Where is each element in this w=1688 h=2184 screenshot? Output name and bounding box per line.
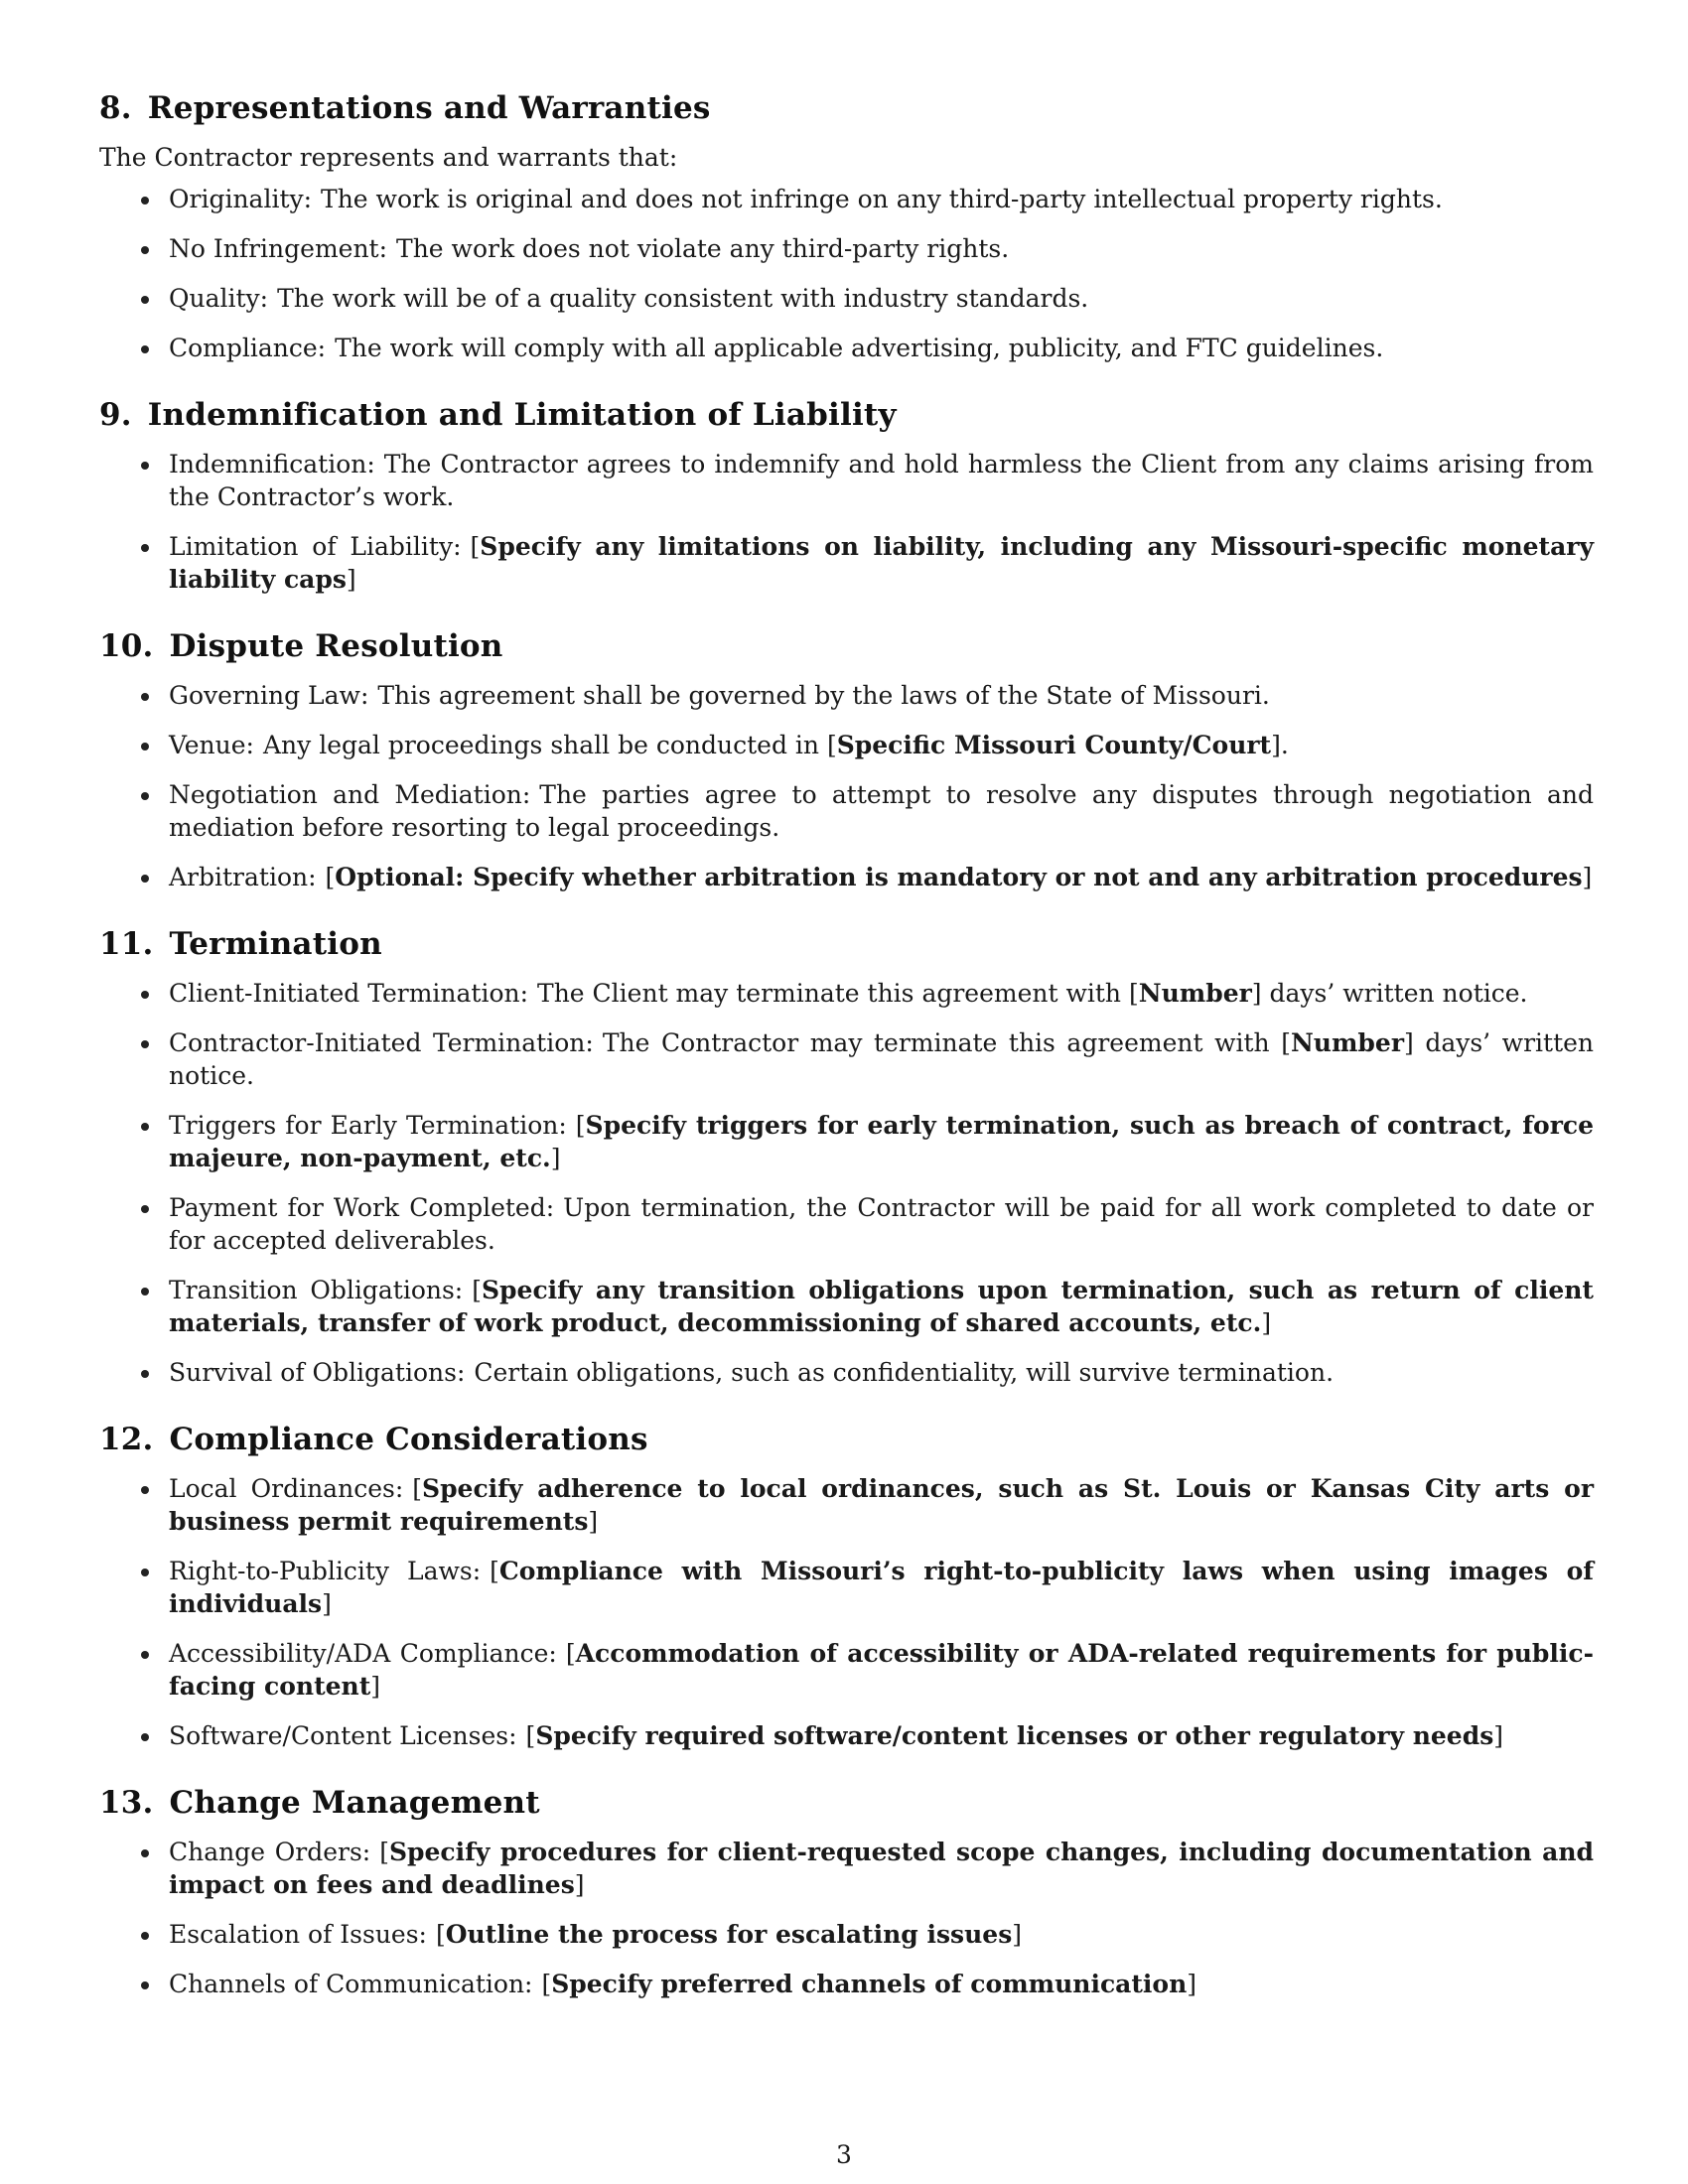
placeholder-text: Number	[1290, 1028, 1404, 1057]
bullet-icon	[141, 1288, 149, 1296]
bullet-icon	[141, 1569, 149, 1576]
section-heading: 12. Compliance Considerations	[99, 1422, 648, 1457]
bullet-list	[99, 977, 1594, 1389]
bullet-list	[99, 1472, 1594, 1752]
bullet-icon	[141, 246, 149, 254]
list-item: Accessibility/ADA Compliance: [Accommodation of accessibility or ADA-related requirements for public-facing content]	[99, 1637, 1594, 1703]
bullet-icon	[141, 743, 149, 751]
list-item	[99, 282, 1594, 315]
placeholder-text: Compliance with Missouri’s right-to-publicity laws when using images of individuals	[169, 1557, 1595, 1618]
section-compliance-considerations	[99, 1419, 1594, 1752]
list-item: Change Orders: [Specify procedures for client-requested scope changes, including documentation and impact on fees and deadlines]	[99, 1836, 1594, 1901]
bullet-list	[99, 679, 1594, 893]
placeholder-text: Specify any limitations on liability, including any Missouri-specific monetary liability caps	[169, 532, 1594, 594]
placeholder-text: Specify required software/content licenses or other regulatory needs	[535, 1721, 1494, 1750]
item-text: The Client may terminate this agreement with	[537, 979, 1122, 1008]
list-item: Channels of Communication: [Specify preferred channels of communication]	[99, 1968, 1594, 2000]
bullet-icon	[141, 544, 149, 552]
list-item: Escalation of Issues: [Outline the process for escalating issues]	[99, 1918, 1594, 1951]
item-text-end: .	[1280, 731, 1289, 759]
bullet-icon	[141, 1849, 149, 1857]
item-text: Upon termination, the Contractor will be paid for all work completed to date or for accepted deliverables.	[169, 1193, 1594, 1255]
item-term: Local Ordinances:	[169, 1474, 404, 1503]
list-item: Right-to-Publicity Laws: [Compliance with Missouri’s right-to-publicity laws when using images of individuals]	[99, 1555, 1594, 1620]
list-item	[99, 1191, 1594, 1257]
item-term: Contractor-Initiated Termination:	[169, 1028, 594, 1057]
list-item: Limitation of Liability: [Specify any limitations on liability, including any Missouri-specific monetary liability caps]	[99, 530, 1594, 596]
list-item	[99, 183, 1594, 215]
placeholder-text: Outline the process for escalating issues	[445, 1920, 1013, 1949]
bullet-icon	[141, 1040, 149, 1048]
document-page	[99, 87, 1594, 2030]
placeholder-text: Specify triggers for early termination, such as breach of contract, force majeure, non-payment, etc.	[169, 1111, 1594, 1172]
list-item: Arbitration: [Optional: Specify whether arbitration is mandatory or not and any arbitration procedures]	[99, 861, 1594, 893]
item-text-end: days’ written notice.	[169, 1028, 1595, 1090]
placeholder-text: Optional: Specify whether arbitration is mandatory or not and any arbitration procedures	[335, 863, 1583, 891]
list-item	[99, 232, 1594, 265]
item-text-end: days’ written notice.	[1269, 979, 1528, 1008]
bullet-icon	[141, 875, 149, 883]
list-item	[99, 679, 1594, 712]
bullet-icon	[141, 693, 149, 701]
bullet-icon	[141, 1932, 149, 1940]
item-term: Survival of Obligations:	[169, 1358, 466, 1387]
item-term: Triggers for Early Termination:	[169, 1111, 567, 1140]
bullet-list	[99, 448, 1594, 596]
section-representations-warranties	[99, 87, 1594, 364]
item-term: Originality:	[169, 185, 313, 213]
placeholder-text: Specify any transition obligations upon termination, such as return of client materials, transfer of work product, decommissioning of shared accounts, etc.	[169, 1276, 1594, 1337]
item-text: The work is original and does not infringe on any third-party intellectual property rights.	[321, 185, 1443, 213]
bullet-icon	[141, 345, 149, 353]
bullet-icon	[141, 792, 149, 800]
bullet-icon	[141, 1733, 149, 1741]
list-item	[99, 1356, 1594, 1389]
item-term: Client-Initiated Termination:	[169, 979, 529, 1008]
section-heading: 11. Termination	[99, 926, 382, 962]
bullet-list	[99, 1836, 1594, 2000]
placeholder-text: Specify preferred channels of communication	[551, 1970, 1188, 1998]
item-text: The Contractor may terminate this agreement with	[602, 1028, 1270, 1057]
list-item: Local Ordinances: [Specify adherence to local ordinances, such as St. Louis or Kansas City arts or business permit requirements]	[99, 1472, 1594, 1538]
list-item	[99, 778, 1594, 844]
item-text: The work will comply with all applicable advertising, publicity, and FTC guidelines.	[335, 334, 1384, 362]
item-term: Venue:	[169, 731, 254, 759]
bullet-icon	[141, 1651, 149, 1659]
bullet-icon	[141, 1123, 149, 1131]
section-heading: 8. Representations and Warranties	[99, 90, 711, 126]
bullet-icon	[141, 296, 149, 304]
section-heading: 9. Indemnification and Limitation of Liability	[99, 397, 897, 433]
section-dispute-resolution	[99, 625, 1594, 893]
item-text: Any legal proceedings shall be conducted in	[262, 731, 819, 759]
item-term: Negotiation and Mediation:	[169, 780, 531, 809]
item-term: Indemnification:	[169, 450, 375, 478]
page-number: 3	[836, 2140, 852, 2169]
list-item: Transition Obligations: [Specify any transition obligations upon termination, such as return of client materials, transfer of work product, decommissioning of shared accounts, etc.]	[99, 1274, 1594, 1339]
item-term: No Infringement:	[169, 234, 388, 263]
list-item: Triggers for Early Termination: [Specify triggers for early termination, such as breach of contract, force majeure, non-payment, etc.]	[99, 1109, 1594, 1174]
item-term: Software/Content Licenses:	[169, 1721, 517, 1750]
item-term: Limitation of Liability:	[169, 532, 462, 561]
list-item: Venue: Any legal proceedings shall be conducted in [Specific Missouri County/Court].	[99, 729, 1594, 761]
bullet-icon	[141, 1981, 149, 1989]
bullet-list	[99, 183, 1594, 364]
item-term: Compliance:	[169, 334, 327, 362]
bullet-icon	[141, 197, 149, 205]
bullet-icon	[141, 1205, 149, 1213]
item-term: Escalation of Issues:	[169, 1920, 427, 1949]
section-termination	[99, 923, 1594, 1389]
list-item: Software/Content Licenses: [Specify required software/content licenses or other regulatory needs]	[99, 1719, 1594, 1752]
section-change-management	[99, 1782, 1594, 2000]
list-item: Contractor-Initiated Termination: The Contractor may terminate this agreement with [Number] days’ written notice.	[99, 1026, 1594, 1092]
placeholder-text: Number	[1138, 979, 1252, 1008]
list-item	[99, 332, 1594, 364]
item-term: Accessibility/ADA Compliance:	[169, 1639, 557, 1668]
placeholder-text: Specify procedures for client-requested scope changes, including documentation and impact on fees and deadlines	[169, 1838, 1594, 1899]
bullet-icon	[141, 991, 149, 999]
item-text: This agreement shall be governed by the laws of the State of Missouri.	[377, 681, 1270, 710]
item-term: Quality:	[169, 284, 269, 313]
item-text: The work will be of a quality consistent with industry standards.	[277, 284, 1089, 313]
section-intro: The Contractor represents and warrants that:	[99, 143, 678, 172]
placeholder-text: Specific Missouri County/Court	[836, 731, 1272, 759]
item-term: Governing Law:	[169, 681, 369, 710]
item-text: The work does not violate any third-party rights.	[396, 234, 1010, 263]
section-indemnification-liability	[99, 394, 1594, 596]
item-term: Payment for Work Completed:	[169, 1193, 555, 1222]
list-item	[99, 448, 1594, 513]
bullet-icon	[141, 1486, 149, 1494]
placeholder-text: Specify adherence to local ordinances, such as St. Louis or Kansas City arts or business permit requirements	[169, 1474, 1594, 1536]
item-term: Arbitration:	[169, 863, 317, 891]
section-heading: 13. Change Management	[99, 1785, 540, 1821]
item-text: Certain obligations, such as confidentiality, will survive termination.	[474, 1358, 1335, 1387]
bullet-icon	[141, 1370, 149, 1378]
item-term: Channels of Communication:	[169, 1970, 533, 1998]
item-term: Right-to-Publicity Laws:	[169, 1557, 482, 1585]
section-heading: 10. Dispute Resolution	[99, 628, 503, 664]
item-term: Change Orders:	[169, 1838, 371, 1866]
item-text: The parties agree to attempt to resolve any disputes through negotiation and mediation before resorting to legal proceedings.	[169, 780, 1594, 842]
item-term: Transition Obligations:	[169, 1276, 464, 1304]
bullet-icon	[141, 462, 149, 470]
placeholder-text: Accommodation of accessibility or ADA-related requirements for public-facing content	[169, 1639, 1595, 1701]
list-item: Client-Initiated Termination: The Client may terminate this agreement with [Number] days’ written notice.	[99, 977, 1594, 1010]
item-text: The Contractor agrees to indemnify and hold harmless the Client from any claims arising from the Contractor’s work.	[169, 450, 1594, 511]
